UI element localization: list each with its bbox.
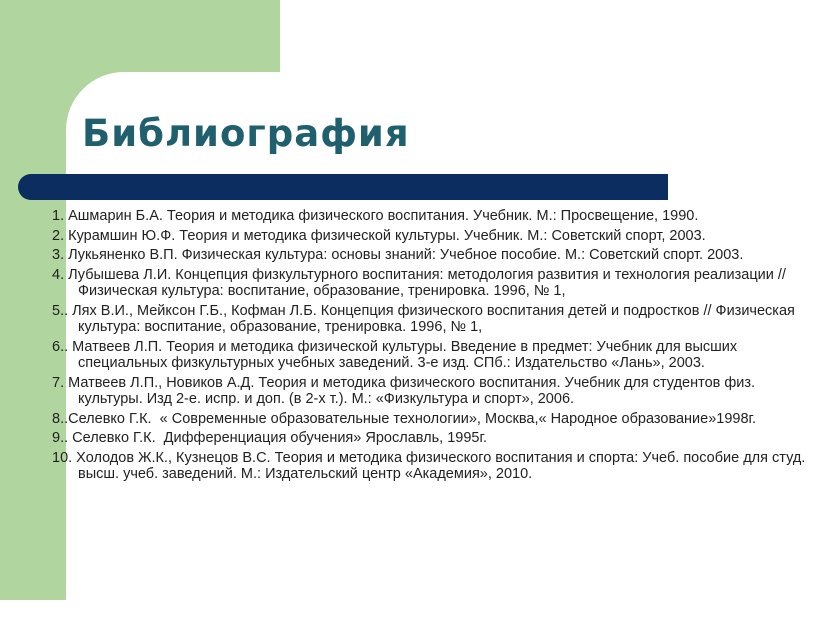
bibliography-item: 5.. Лях В.И., Мейксон Г.Б., Кофман Л.Б. Концепция физического воспитания детей и подростков // Физическая культура: воспитание, образование, тренировка. 1996, № 1, [52, 302, 799, 335]
bibliography-item: 7. Матвеев Л.П., Новиков А.Д. Теория и методика физического воспитания. Учебник для студентов физ. культуры. Изд 2-е. испр. и доп. (в 2-х т.). М.: «Физкультура и спорт», 2006. [52, 374, 760, 407]
bibliography-item: 1. Ашмарин Б.А. Теория и методика физического воспитания. Учебник. М.: Просвещение, 1990. [52, 208, 699, 224]
bibliography-item: 3. Лукьяненко В.П. Физическая культура: основы знаний: Учебное пособие. М.: Советский спорт. 2003. [52, 247, 744, 263]
bibliography-item: 6.. Матвеев Л.П. Теория и методика физической культуры. Введение в предмет: Учебник для высших специальных физкультурных учебных заведений. 3-е изд. СПб.: Издательство «Лань», 2003. [52, 338, 742, 371]
bibliography-item: 9.. Селевко Г.К. Дифференциация обучения» Ярославль, 1995г. [52, 430, 487, 446]
slide-title: Библиография [82, 112, 410, 155]
bibliography-item: 2. Курамшин Ю.Ф. Теория и методика физической культуры. Учебник. М.: Советский спорт, 2003. [52, 227, 706, 244]
bibliography-item: 10. Холодов Ж.К., Кузнецов В.С. Теория и методика физического воспитания и спорта: Учеб. пособие для студ. высш. учеб. заведений. М.: Издательский центр «Академия», 2010. [52, 449, 810, 482]
bibliography-item: 4. Лубышева Л.И. Концепция физкультурного воспитания: методология развития и технология реализации // Физическая культура: воспитание, образование, тренировка. 1996, № 1, [52, 266, 790, 299]
bibliography-list [52, 208, 812, 600]
title-divider-bar [18, 174, 668, 200]
bibliography-item: 8..Селевко Г.К. « Современные образовательные технологии», Москва,« Народное образование»1998г. [52, 410, 757, 427]
